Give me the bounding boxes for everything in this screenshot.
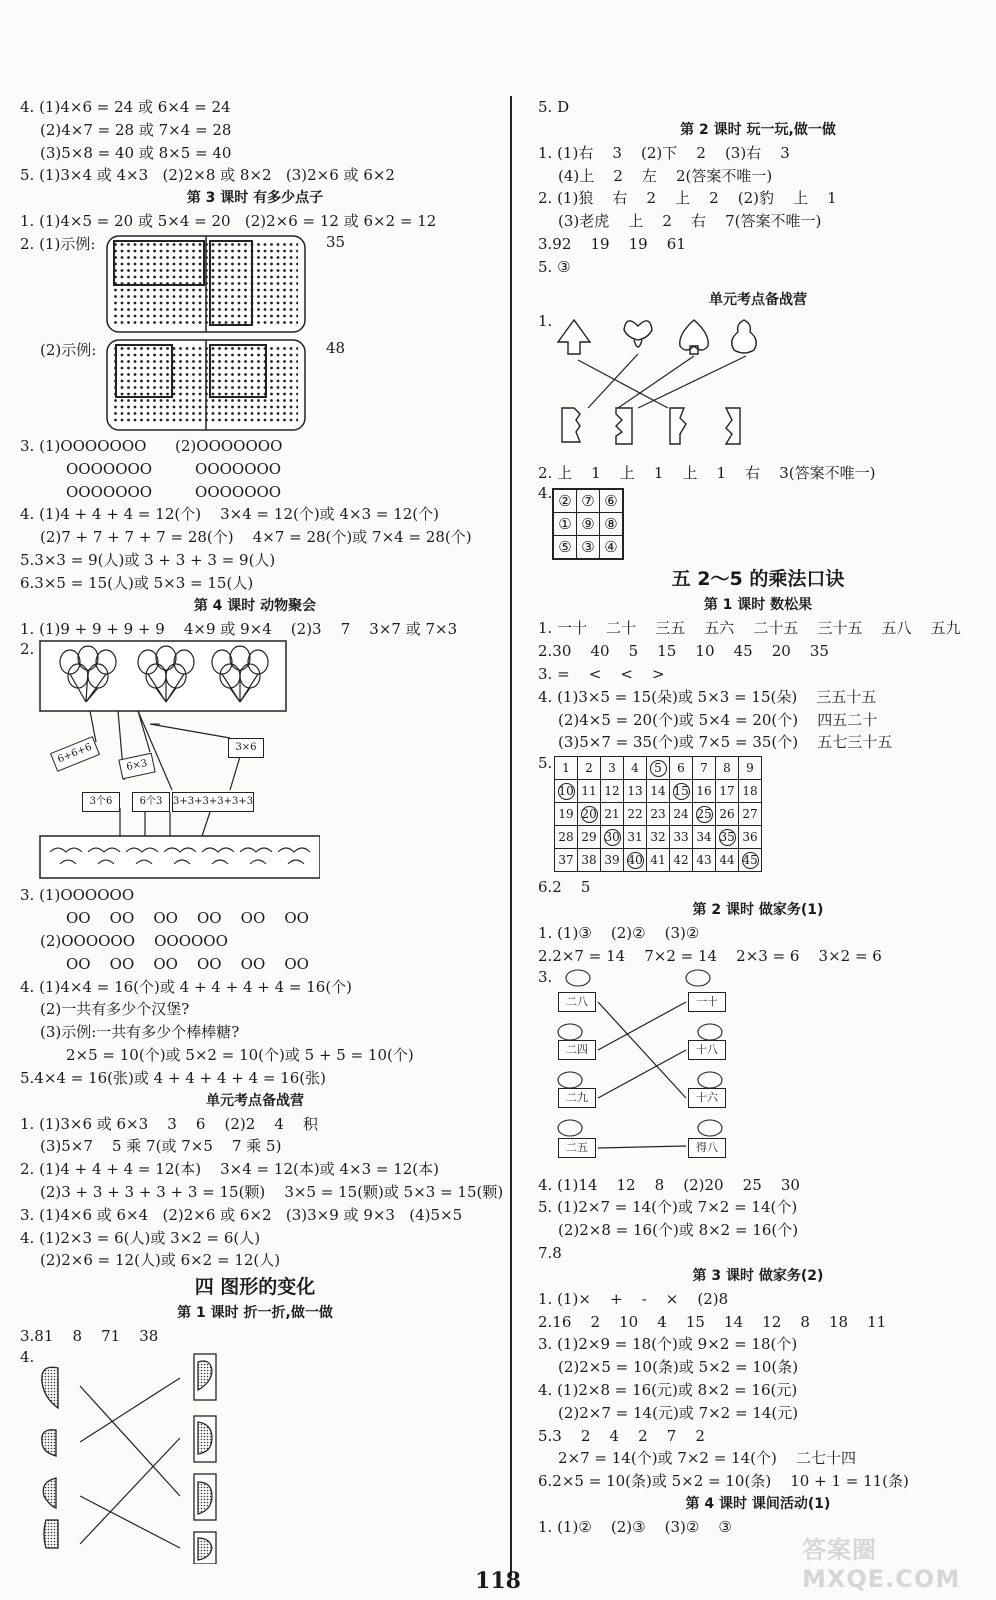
grid-cell bbox=[578, 826, 601, 849]
grid-number: 7 bbox=[700, 761, 708, 776]
lesson-heading: 第 4 课时 动物聚会 bbox=[193, 597, 317, 614]
grid-cell bbox=[670, 849, 693, 872]
expression-card: 3×6 bbox=[228, 738, 264, 758]
answer-line: (2)2×7 = 14(元)或 7×2 = 14(元) bbox=[558, 1403, 799, 1422]
dot-grid-figure bbox=[106, 339, 306, 433]
expression-card: 6+6+6 bbox=[50, 736, 100, 772]
left-column bbox=[20, 96, 504, 1564]
answer-line: 4. (1)14 12 8 (2)20 25 30 bbox=[538, 1175, 800, 1194]
grid-cell bbox=[647, 849, 670, 872]
grid-cell bbox=[739, 826, 762, 849]
answer-line: (3)示例:一共有多少个棒棒糖? bbox=[40, 1023, 240, 1042]
grid-cell bbox=[647, 803, 670, 826]
expression-card: 6个3 bbox=[132, 792, 170, 812]
magic-square-figure bbox=[538, 484, 978, 564]
answer-line: 1. 一十 二十 三五 五六 二十五 三十五 五八 五九 bbox=[538, 619, 961, 638]
figure-answer: 48 bbox=[326, 338, 346, 357]
grid-number: 39 bbox=[604, 853, 620, 868]
figure-label: (2)示例: bbox=[40, 340, 97, 359]
grid-number: 30 bbox=[604, 829, 620, 844]
expression-card: 3+3+3+3+3+3 bbox=[172, 792, 254, 812]
answer-line: 2×7 = 14(个)或 7×2 = 14(个) 二七十四 bbox=[558, 1449, 856, 1468]
grid-number: 21 bbox=[604, 807, 620, 822]
grid-number: 43 bbox=[696, 853, 712, 868]
grid-cell bbox=[670, 826, 693, 849]
grid-cell bbox=[601, 803, 624, 826]
answer-line: 2. (1)4 + 4 + 4 = 12(本) 3×4 = 12(本)或 4×3 = 12(本) bbox=[20, 1160, 440, 1179]
circle-row: OOOOOOO bbox=[195, 482, 282, 501]
grid-cell bbox=[555, 826, 578, 849]
answer-line: (2)4×7 = 28 或 7×4 = 28 bbox=[40, 120, 232, 139]
dot-figure-1 bbox=[20, 233, 490, 339]
fold-shapes-svg bbox=[20, 1348, 260, 1564]
answer-line: (2)一共有多少个汉堡? bbox=[40, 1000, 190, 1019]
answer-line: 5. (1)2×7 = 14(个)或 7×2 = 14(个) bbox=[538, 1198, 798, 1217]
grid-number: 23 bbox=[650, 807, 666, 822]
answer-line: 1. (1)右 3 (2)下 2 (3)右 3 bbox=[538, 143, 790, 162]
grid-cell bbox=[739, 757, 762, 780]
grid-cell bbox=[601, 849, 624, 872]
balloons-birds-figure bbox=[20, 640, 490, 884]
grid-number: 45 bbox=[742, 852, 758, 867]
section-heading: 单元考点备战营 bbox=[709, 291, 807, 308]
grid-number: 44 bbox=[719, 853, 735, 868]
answer-line: (2)2×8 = 16(个)或 8×2 = 16(个) bbox=[558, 1221, 799, 1240]
grid-number: 18 bbox=[742, 784, 758, 799]
answer-line: 6.3×5 = 15(人)或 5×3 = 15(人) bbox=[20, 573, 254, 592]
answer-line: 2. 上 1 上 1 上 1 右 3(答案不唯一) bbox=[538, 463, 876, 482]
grid-number: 32 bbox=[650, 830, 666, 845]
bird-card-right: 十六 bbox=[688, 1088, 726, 1108]
answer-line: 4. (1)2×8 = 16(元)或 8×2 = 16(元) bbox=[538, 1380, 798, 1399]
answer-line: 5.4×4 = 16(张)或 4 + 4 + 4 + 4 = 16(张) bbox=[20, 1068, 327, 1087]
figure-answer: 35 bbox=[326, 232, 346, 251]
bird-card-left: 二四 bbox=[558, 1040, 596, 1060]
answer-line: 1. (1)4×5 = 20 或 5×4 = 20 (2)2×6 = 12 或 6×2 = 12 bbox=[20, 212, 437, 231]
answer-line: 4. (1)2×3 = 6(人)或 3×2 = 6(人) bbox=[20, 1228, 261, 1247]
chapter-title: 四 图形的变化 bbox=[194, 1276, 316, 1299]
circle-row: OOOOOOO bbox=[66, 459, 153, 478]
grid-cell bbox=[555, 803, 578, 826]
grid-number: 2 bbox=[585, 761, 593, 776]
hundred-grid-figure bbox=[538, 754, 978, 876]
grid-cell bbox=[716, 780, 739, 803]
grid-cell bbox=[578, 780, 601, 803]
grid-cell bbox=[578, 757, 601, 780]
dot-figure-2 bbox=[20, 339, 490, 435]
answer-line: 6.2 5 bbox=[538, 878, 591, 897]
answer-line: (2)OOOOOO OOOOOO bbox=[40, 931, 228, 950]
grid-cell bbox=[693, 757, 716, 780]
answer-line bbox=[20, 458, 490, 481]
grid-number: 40 bbox=[627, 852, 643, 867]
grid-cell: ④ bbox=[600, 536, 624, 560]
grid-number: 16 bbox=[696, 784, 712, 799]
grid-cell bbox=[647, 757, 670, 780]
answer-line: 1. (1)③ (2)② (3)② bbox=[538, 923, 700, 942]
grid-cell bbox=[647, 780, 670, 803]
grid-cell bbox=[647, 826, 670, 849]
grid-cell: ③ bbox=[577, 536, 600, 560]
grid-number: 14 bbox=[650, 784, 666, 799]
grid-number: 8 bbox=[723, 761, 731, 776]
grid-cell bbox=[624, 757, 647, 780]
answer-line: (2)2×5 = 10(条)或 5×2 = 10(条) bbox=[558, 1358, 799, 1377]
answer-line: (3)5×7 = 35(个)或 7×5 = 35(个) 五七三十五 bbox=[558, 733, 893, 752]
lesson-heading: 第 2 课时 做家务(1) bbox=[692, 901, 824, 918]
figure-label: 4. bbox=[538, 484, 553, 503]
grid-number: 37 bbox=[558, 853, 574, 868]
answer-line: 5.3 2 4 2 7 2 bbox=[538, 1426, 705, 1445]
grid-number: 17 bbox=[719, 784, 735, 799]
grid-number: 36 bbox=[742, 830, 758, 845]
circle-row: OOOOOOO bbox=[195, 459, 282, 478]
answer-line: 3.81 8 71 38 bbox=[20, 1327, 159, 1346]
answer-line: 3. (1)OOOOOO bbox=[20, 886, 135, 905]
expression-card: 6×3 bbox=[118, 753, 155, 780]
answer-line: (2)4×5 = 20(个)或 5×4 = 20(个) 四五二十 bbox=[558, 710, 878, 729]
answer-line: 4. (1)4×6 = 24 或 6×4 = 24 bbox=[20, 98, 231, 116]
grid-number: 9 bbox=[746, 761, 754, 776]
answer-line: 1. (1)3×6 或 6×3 3 6 (2)2 4 积 bbox=[20, 1114, 318, 1133]
bird-card-right: 一十 bbox=[688, 992, 726, 1012]
figure-label: 1. bbox=[538, 311, 553, 330]
figure-label: 3. bbox=[538, 967, 553, 986]
answer-line: 5.3×3 = 9(人)或 3 + 3 + 3 = 9(人) bbox=[20, 550, 276, 569]
grid-cell bbox=[578, 849, 601, 872]
grid-number: 26 bbox=[719, 807, 735, 822]
answer-line bbox=[20, 481, 490, 504]
grid-number: 31 bbox=[627, 830, 643, 845]
answer-line: 3. (1)2×9 = 18(个)或 9×2 = 18(个) bbox=[538, 1335, 798, 1354]
lesson-heading: 第 1 课时 数松果 bbox=[703, 597, 813, 614]
answer-line: 2. (1)狼 右 2 上 2 (2)豹 上 1 bbox=[538, 189, 837, 208]
number-grid-3x3 bbox=[552, 488, 624, 560]
answer-line: 5. ③ bbox=[538, 257, 571, 276]
grid-cell bbox=[693, 849, 716, 872]
answer-line: 3. (1)4×6 或 6×4 (2)2×6 或 6×2 (3)3×9 或 9×3 (4)5×5 bbox=[20, 1205, 463, 1224]
section-heading: 单元考点备战营 bbox=[206, 1092, 304, 1109]
answer-line: 1. (1)9 + 9 + 9 + 9 4×9 或 9×4 (2)3 7 3×7 或 7×3 bbox=[20, 619, 458, 638]
grid-cell bbox=[601, 780, 624, 803]
bird-card-left: 二五 bbox=[558, 1138, 596, 1158]
answer-line: 3. = < < > bbox=[538, 664, 665, 683]
bird-card-right: 十八 bbox=[688, 1040, 726, 1060]
circle-row: OOOOOOO bbox=[66, 482, 153, 501]
grid-cell bbox=[601, 757, 624, 780]
answer-line: 2.2×7 = 14 7×2 = 14 2×3 = 6 3×2 = 6 bbox=[538, 946, 882, 965]
shape-match-svg bbox=[538, 312, 778, 462]
grid-cell bbox=[739, 803, 762, 826]
answer-line: 3.92 19 19 61 bbox=[538, 234, 686, 253]
answer-line: (3)5×8 = 40 或 8×5 = 40 bbox=[40, 143, 232, 162]
figure-label: 2. (1)示例: bbox=[20, 234, 96, 253]
column-divider bbox=[510, 96, 512, 1576]
grid-number: 25 bbox=[696, 806, 712, 821]
circle-row: 3. (1)OOOOOOO bbox=[20, 436, 147, 455]
grid-cell bbox=[693, 826, 716, 849]
lesson-heading: 第 3 课时 做家务(2) bbox=[692, 1267, 824, 1284]
shape-match-figure bbox=[538, 312, 978, 462]
bird-card-right: 得八 bbox=[688, 1138, 726, 1158]
answer-line: (3)老虎 上 2 右 7(答案不唯一) bbox=[558, 212, 822, 231]
expression-card: 3个6 bbox=[82, 792, 120, 812]
figure-label: 2. bbox=[20, 640, 35, 659]
answer-line: (4)上 2 左 2(答案不唯一) bbox=[558, 166, 773, 185]
grid-cell bbox=[624, 803, 647, 826]
folding-match-figure bbox=[20, 1348, 490, 1564]
grid-cell bbox=[716, 826, 739, 849]
answer-line: 1. (1)② (2)③ (3)② ③ bbox=[538, 1517, 732, 1536]
grid-cell bbox=[624, 826, 647, 849]
grid-cell: ⑨ bbox=[577, 513, 600, 536]
lesson-heading: 第 4 课时 课间活动(1) bbox=[685, 1495, 831, 1512]
grid-cell bbox=[670, 803, 693, 826]
number-grid-5x9 bbox=[554, 756, 762, 872]
grid-cell bbox=[578, 803, 601, 826]
grid-number: 12 bbox=[604, 784, 620, 799]
grid-cell bbox=[555, 757, 578, 780]
grid-cell bbox=[716, 757, 739, 780]
watermark-logo: 答案圈 MXQE.COM bbox=[802, 1536, 961, 1593]
grid-cell: ⑦ bbox=[577, 489, 600, 513]
grid-number: 13 bbox=[627, 784, 643, 799]
answer-line: 2.16 2 10 4 15 14 12 8 18 11 bbox=[538, 1312, 887, 1331]
grid-cell bbox=[693, 780, 716, 803]
bird-card-left: 二九 bbox=[558, 1088, 596, 1108]
figure-label: 5. bbox=[538, 754, 553, 773]
answer-line: 5. (1)3×4 或 4×3 (2)2×8 或 8×2 (3)2×6 或 6×2 bbox=[20, 166, 395, 185]
grid-number: 11 bbox=[581, 784, 597, 799]
dot-grid-figure bbox=[106, 235, 306, 335]
grid-number: 24 bbox=[673, 807, 689, 822]
grid-cell bbox=[716, 803, 739, 826]
grid-cell bbox=[670, 780, 693, 803]
answer-line: OO OO OO OO OO OO bbox=[66, 954, 309, 973]
grid-number: 38 bbox=[581, 853, 597, 868]
answer-line: 2.30 40 5 15 10 45 20 35 bbox=[538, 642, 829, 661]
grid-number: 42 bbox=[673, 853, 689, 868]
grid-number: 27 bbox=[742, 807, 758, 822]
grid-number: 28 bbox=[558, 830, 574, 845]
grid-number: 20 bbox=[581, 806, 597, 821]
lesson-heading: 第 2 课时 玩一玩,做一做 bbox=[680, 121, 836, 138]
grid-number: 15 bbox=[673, 783, 689, 798]
circle-row: (2)OOOOOOO bbox=[175, 436, 283, 455]
grid-number: 22 bbox=[627, 807, 643, 822]
grid-number: 33 bbox=[673, 830, 689, 845]
grid-cell bbox=[716, 849, 739, 872]
grid-cell: ⑥ bbox=[600, 489, 624, 513]
right-column bbox=[538, 96, 978, 1539]
grid-number: 4 bbox=[631, 761, 639, 776]
answer-line: 5. D bbox=[538, 98, 570, 116]
grid-number: 6 bbox=[677, 761, 685, 776]
grid-number: 29 bbox=[581, 830, 597, 845]
answer-line: 4. (1)4×4 = 16(个)或 4 + 4 + 4 + 4 = 16(个) bbox=[20, 977, 353, 996]
grid-cell: ① bbox=[553, 513, 577, 536]
answer-line: (2)7 + 7 + 7 + 7 = 28(个) 4×7 = 28(个)或 7×4 = 28(个) bbox=[40, 528, 472, 547]
grid-cell bbox=[693, 803, 716, 826]
answer-line: OO OO OO OO OO OO bbox=[66, 909, 309, 928]
grid-number: 5 bbox=[650, 760, 667, 777]
answer-line: 4. (1)3×5 = 15(朵)或 5×3 = 15(朵) 三五十五 bbox=[538, 687, 877, 706]
grid-number: 19 bbox=[558, 807, 574, 822]
grid-cell bbox=[670, 757, 693, 780]
grid-number: 1 bbox=[562, 761, 570, 776]
grid-number: 41 bbox=[650, 853, 666, 868]
bird-card-left: 二八 bbox=[558, 992, 596, 1012]
grid-cell bbox=[739, 849, 762, 872]
grid-cell: ② bbox=[553, 489, 577, 513]
answer-line: 2×5 = 10(个)或 5×2 = 10(个)或 5 + 5 = 10(个) bbox=[66, 1045, 414, 1064]
grid-number: 3 bbox=[608, 761, 616, 776]
grid-cell bbox=[601, 826, 624, 849]
grid-cell: ⑤ bbox=[553, 536, 577, 560]
answer-line: 7.8 bbox=[538, 1243, 562, 1262]
grid-cell bbox=[739, 780, 762, 803]
grid-number: 35 bbox=[719, 829, 735, 844]
answer-line: (2)3 + 3 + 3 + 3 + 3 = 15(颗) 3×5 = 15(颗)或 5×3 = 15(颗) bbox=[40, 1182, 504, 1201]
chapter-title: 五 2～5 的乘法口诀 bbox=[671, 568, 845, 591]
grid-number: 10 bbox=[558, 783, 574, 798]
answer-line: (3)5×7 5 乘 7(或 7×5 7 乘 5) bbox=[40, 1137, 282, 1156]
grid-cell bbox=[555, 849, 578, 872]
grid-number: 34 bbox=[696, 830, 712, 845]
answer-line: (2)2×6 = 12(人)或 6×2 = 12(人) bbox=[40, 1251, 281, 1270]
answer-line: 4. (1)4 + 4 + 4 = 12(个) 3×4 = 12(个)或 4×3 = 12(个) bbox=[20, 505, 440, 524]
answer-line bbox=[20, 435, 490, 458]
grid-cell bbox=[624, 849, 647, 872]
figure-label: 4. bbox=[20, 1347, 35, 1366]
lesson-heading: 第 3 课时 有多少点子 bbox=[186, 190, 324, 207]
answer-line: 1. (1)× + - × (2)8 bbox=[538, 1289, 729, 1308]
answer-line: 6.2×5 = 10(条)或 5×2 = 10(条) 10 + 1 = 11(条) bbox=[538, 1472, 909, 1491]
lesson-heading: 第 1 课时 折一折,做一做 bbox=[177, 1305, 333, 1322]
bird-match-figure bbox=[538, 968, 978, 1174]
grid-cell: ⑧ bbox=[600, 513, 624, 536]
page-number: 118 bbox=[475, 1568, 521, 1594]
grid-cell bbox=[555, 780, 578, 803]
grid-cell bbox=[624, 780, 647, 803]
